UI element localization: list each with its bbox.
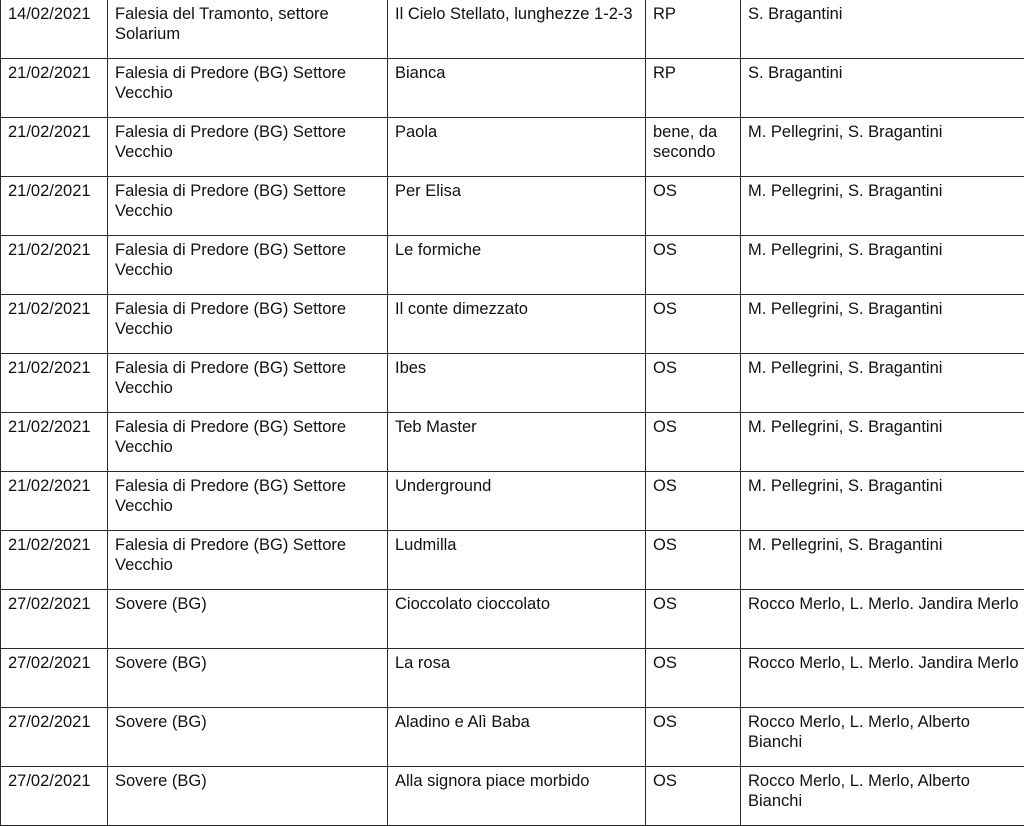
climbers-cell: Rocco Merlo, L. Merlo, Alberto Bianchi: [741, 767, 1024, 826]
climbers-cell: Rocco Merlo, L. Merlo. Jandira Merlo: [741, 590, 1024, 649]
route-cell: Teb Master: [388, 413, 646, 472]
date-cell: 27/02/2021: [1, 590, 108, 649]
date-cell: 21/02/2021: [1, 295, 108, 354]
climbers-cell: S. Bragantini: [741, 0, 1024, 59]
crag-cell: Falesia di Predore (BG) Settore Vecchio: [108, 118, 388, 177]
crag-cell: Falesia di Predore (BG) Settore Vecchio: [108, 295, 388, 354]
table-row: [1, 590, 1024, 649]
route-cell: Underground: [388, 472, 646, 531]
crag-cell: Sovere (BG): [108, 590, 388, 649]
date-cell: 27/02/2021: [1, 708, 108, 767]
climbers-cell: M. Pellegrini, S. Bragantini: [741, 236, 1024, 295]
route-cell: Il conte dimezzato: [388, 295, 646, 354]
date-cell: 21/02/2021: [1, 177, 108, 236]
table-row: [1, 0, 1024, 59]
crag-cell: Sovere (BG): [108, 767, 388, 826]
crag-cell: Sovere (BG): [108, 649, 388, 708]
date-cell: 21/02/2021: [1, 354, 108, 413]
route-cell: Ibes: [388, 354, 646, 413]
route-cell: Alla signora piace morbido: [388, 767, 646, 826]
ascent-style-cell: OS: [646, 177, 741, 236]
climbers-cell: S. Bragantini: [741, 59, 1024, 118]
table-row: [1, 177, 1024, 236]
table-row: [1, 531, 1024, 590]
climbers-cell: Rocco Merlo, L. Merlo. Jandira Merlo: [741, 649, 1024, 708]
ascent-style-cell: OS: [646, 590, 741, 649]
date-cell: 21/02/2021: [1, 118, 108, 177]
table-row: [1, 413, 1024, 472]
table-row: [1, 295, 1024, 354]
date-cell: 27/02/2021: [1, 767, 108, 826]
crag-cell: Falesia di Predore (BG) Settore Vecchio: [108, 236, 388, 295]
route-cell: Cioccolato cioccolato: [388, 590, 646, 649]
route-cell: Per Elisa: [388, 177, 646, 236]
ascent-style-cell: OS: [646, 354, 741, 413]
crag-cell: Falesia del Tramonto, settore Solarium: [108, 0, 388, 59]
ascent-style-cell: OS: [646, 649, 741, 708]
table-row: [1, 354, 1024, 413]
date-cell: 21/02/2021: [1, 236, 108, 295]
crag-cell: Falesia di Predore (BG) Settore Vecchio: [108, 354, 388, 413]
date-cell: 21/02/2021: [1, 59, 108, 118]
route-cell: Aladino e Alì Baba: [388, 708, 646, 767]
ascent-style-cell: RP: [646, 59, 741, 118]
crag-cell: Falesia di Predore (BG) Settore Vecchio: [108, 59, 388, 118]
ascent-style-cell: OS: [646, 708, 741, 767]
climbers-cell: M. Pellegrini, S. Bragantini: [741, 295, 1024, 354]
route-cell: La rosa: [388, 649, 646, 708]
table-row: [1, 708, 1024, 767]
ascent-style-cell: OS: [646, 531, 741, 590]
climbers-cell: M. Pellegrini, S. Bragantini: [741, 177, 1024, 236]
table-row: [1, 767, 1024, 826]
crag-cell: Falesia di Predore (BG) Settore Vecchio: [108, 413, 388, 472]
date-cell: 27/02/2021: [1, 649, 108, 708]
ascent-style-cell: bene, da secondo: [646, 118, 741, 177]
table-row: [1, 59, 1024, 118]
route-cell: Le formiche: [388, 236, 646, 295]
climbers-cell: M. Pellegrini, S. Bragantini: [741, 413, 1024, 472]
climbers-cell: M. Pellegrini, S. Bragantini: [741, 354, 1024, 413]
route-cell: Il Cielo Stellato, lunghezze 1-2-3: [388, 0, 646, 59]
table-row: [1, 472, 1024, 531]
route-cell: Ludmilla: [388, 531, 646, 590]
climbers-cell: Rocco Merlo, L. Merlo, Alberto Bianchi: [741, 708, 1024, 767]
table-row: [1, 236, 1024, 295]
table-row: [1, 649, 1024, 708]
climbers-cell: M. Pellegrini, S. Bragantini: [741, 118, 1024, 177]
ascent-style-cell: RP: [646, 0, 741, 59]
crag-cell: Sovere (BG): [108, 708, 388, 767]
date-cell: 14/02/2021: [1, 0, 108, 59]
route-cell: Paola: [388, 118, 646, 177]
ascent-style-cell: OS: [646, 413, 741, 472]
table-row: [1, 118, 1024, 177]
crag-cell: Falesia di Predore (BG) Settore Vecchio: [108, 531, 388, 590]
ascent-style-cell: OS: [646, 295, 741, 354]
climbers-cell: M. Pellegrini, S. Bragantini: [741, 472, 1024, 531]
crag-cell: Falesia di Predore (BG) Settore Vecchio: [108, 177, 388, 236]
ascent-style-cell: OS: [646, 236, 741, 295]
route-cell: Bianca: [388, 59, 646, 118]
climbers-cell: M. Pellegrini, S. Bragantini: [741, 531, 1024, 590]
crag-cell: Falesia di Predore (BG) Settore Vecchio: [108, 472, 388, 531]
date-cell: 21/02/2021: [1, 531, 108, 590]
ascent-style-cell: OS: [646, 767, 741, 826]
table-body: [1, 0, 1024, 826]
ascent-style-cell: OS: [646, 472, 741, 531]
date-cell: 21/02/2021: [1, 472, 108, 531]
date-cell: 21/02/2021: [1, 413, 108, 472]
